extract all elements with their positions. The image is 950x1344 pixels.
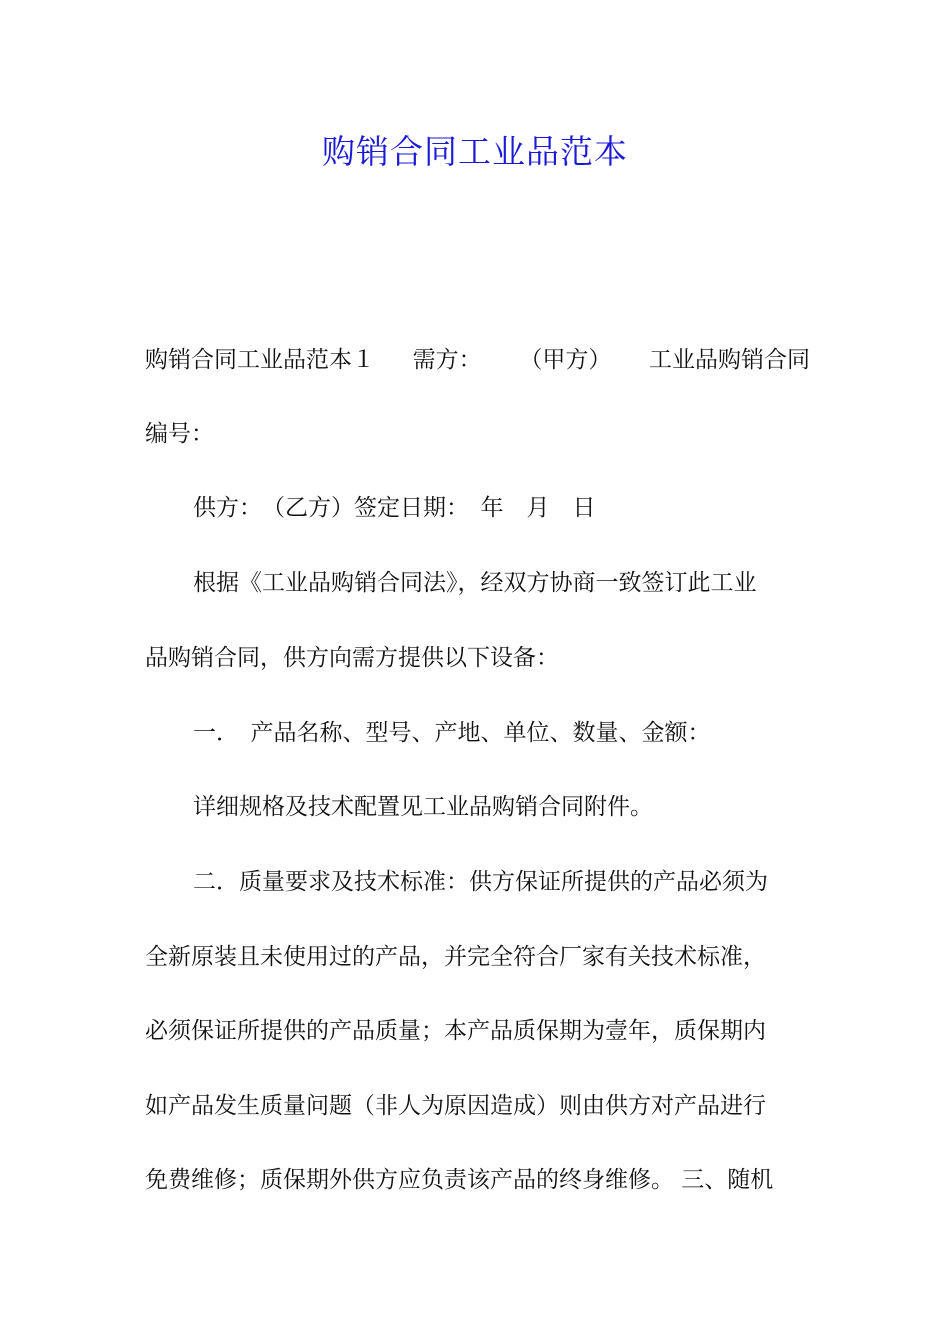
document-title: 购销合同工业品范本 xyxy=(322,132,628,171)
text-line-10: 必须保证所提供的产品质量；本产品质保期为壹年，质保期内 xyxy=(145,1018,766,1044)
text-line-7: 详细规格及技术配置见工业品购销合同附件。 xyxy=(193,794,653,820)
first-line xyxy=(145,342,810,378)
text-line-4: 根据《工业品购销合同法》，经双方协商一致签订此工业 xyxy=(193,570,757,596)
text-line-5: 品购销合同，供方向需方提供以下设备： xyxy=(145,645,559,671)
first-line-part-1: 购销合同工业品范本１ xyxy=(145,347,375,373)
text-line-6: 一． 产品名称、型号、产地、单位、数量、金额： xyxy=(193,720,711,746)
first-line-part-3: （甲方） xyxy=(519,347,612,373)
first-line-part-2: 需方： xyxy=(412,347,482,373)
text-line-11: 如产品发生质量问题（非人为原因造成）则由供方对产品进行 xyxy=(145,1093,766,1119)
text-line-12: 免费维修；质保期外供方应负责该产品的终身维修。 三、随机 xyxy=(145,1167,774,1193)
text-line-9: 全新原装且未使用过的产品，并完全符合厂家有关技术标准， xyxy=(145,944,766,970)
first-line-part-4: 工业品购销合同 xyxy=(648,347,810,373)
text-line-2: 编号： xyxy=(145,421,214,447)
text-line-3: 供方： （乙方）签定日期： 年 月 日 xyxy=(193,495,596,521)
text-line-8: 二．质量要求及技术标准：供方保证所提供的产品必须为 xyxy=(193,869,768,895)
